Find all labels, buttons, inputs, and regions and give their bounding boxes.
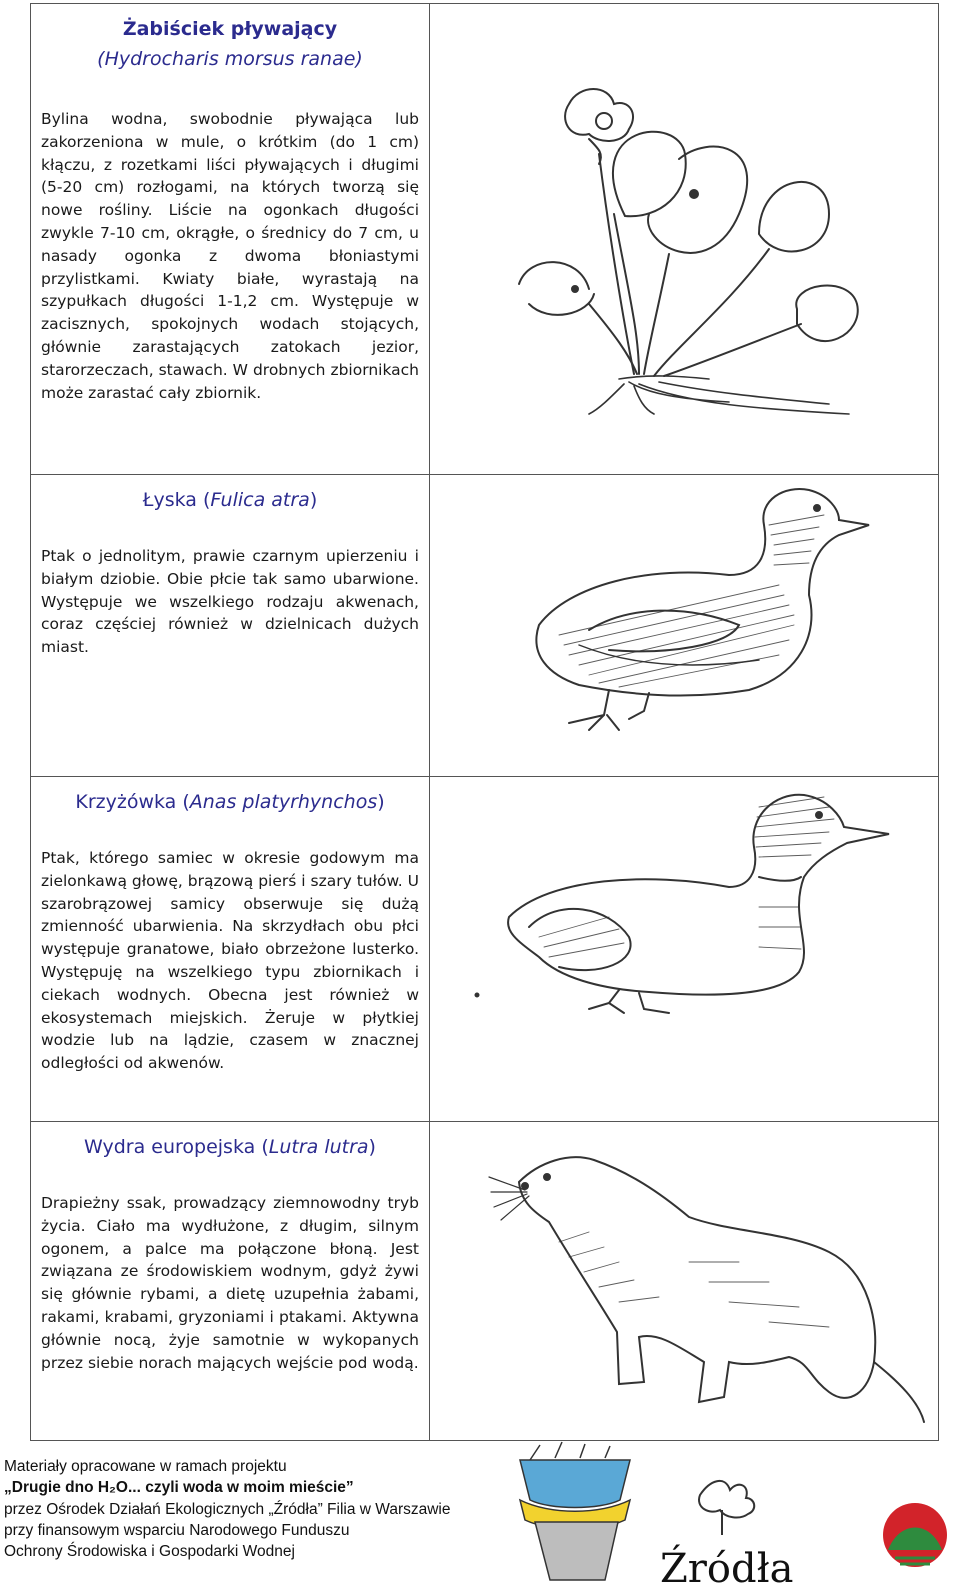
- species-latin-name: Fulica atra: [210, 489, 310, 511]
- footer-logos: [510, 1440, 960, 1589]
- species-table: [30, 3, 939, 1441]
- zrodla-text: Źródła: [660, 1546, 794, 1589]
- footer-line: przy finansowym wsparciu Narodowego Funduszu: [4, 1521, 350, 1539]
- species-title: Łyska (Fulica atra): [142, 489, 318, 511]
- species-description: Bylina wodna, swobodnie pływająca lub zakorzeniona w mule, o krótkim (do 1 cm) kłączu, z rozetkami liści pływających i długimi (5-20 cm) rozłogami, na których tworzą się nowe rośliny. Liście na ogonkach długości zwykle 7-10 cm, okrągłe, o średnicy do 7 cm, u nasady ogonka z dwoma błoniastymi przylistkami. Kwiaty białe, wyrastają na szypułkach długości 1-1,2 cm. Występuje w zacisznych, spokojnych wodach stojących, głównie zarastających zatokach jezior, starorzeczach, stawach. W drobnych zbiornikach może zarastać cały zbiornik.: [41, 110, 419, 402]
- species-common-name: Łyska: [142, 489, 197, 511]
- species-description: Ptak o jednolitym, prawie czarnym upierzeniu i białym dziobie. Obie płcie tak samo ubarwione. Występuje we wszelkiego rodzaju akwenach, coraz częściej również w dzielnicach dużych miast.: [41, 547, 419, 657]
- species-text-cell: [31, 777, 429, 1075]
- species-title: Krzyżówka (Anas platyrhynchos): [75, 791, 385, 813]
- coot-drawing: [429, 475, 938, 776]
- species-common-name: Wydra europejska: [84, 1136, 256, 1158]
- species-row-mallard: [30, 776, 939, 1121]
- species-common-name: Żabiściek pływający: [122, 18, 338, 40]
- otter-drawing: [429, 1122, 938, 1440]
- footer-line: Materiały opracowane w ramach projektu: [4, 1458, 287, 1475]
- species-latin-name: (Hydrocharis morsus ranae): [97, 48, 363, 70]
- species-description: Drapieżny ssak, prowadzący ziemnowodny tryb życia. Ciało ma wydłużone, z długim, silnym ogonem, a palce ma połączone błoną. Jest związana ze środowiskiem wodnym, gdyż żywi się głównie rybami, a dietę uzupełnia żabami, rakami, krabami, gryzoniami i ptakami. Aktywna głównie nocą, żyje samotnie w wykopanych przez siebie norach mających wejście pod wodą.: [41, 1194, 419, 1372]
- footer-project-title: „Drugie dno H₂O... czyli woda w moim mieście”: [4, 1479, 354, 1497]
- species-row-coot: [30, 474, 939, 776]
- species-text-cell: [31, 475, 429, 659]
- species-latin-name: Anas platyrhynchos: [189, 791, 378, 813]
- mallard-drawing: [429, 777, 938, 1121]
- footer-line: Ochrony Środowiska i Gospodarki Wodnej: [4, 1543, 295, 1561]
- frogbit-plant-drawing: [429, 4, 938, 474]
- nfos-logo: [510, 1440, 960, 1589]
- species-text-cell: [31, 4, 429, 404]
- species-row-frogbit: [30, 3, 939, 474]
- species-row-otter: [30, 1121, 939, 1441]
- species-common-name: Krzyżówka: [75, 791, 177, 813]
- species-description: Ptak, którego samiec w okresie godowym ma zielonkawą głowę, brązową pierś i szary tułów. U szarobrązowej samicy obserwuje się dużą zmienność ubarwienia. Na skrzydłach obu płci występuje granatowe, biało obrzeżone lusterko. Występuję na wszelkiego typu zbiornikach i ciekach wodnych. Obecna jest również w ekosystemach miejskich. Żeruje w płytkiej wodzie lub na lądzie, czasem w znacznej odległości od akwenów.: [41, 849, 419, 1073]
- species-title: [41, 14, 419, 74]
- species-latin-name: Lutra lutra: [268, 1136, 369, 1158]
- footer-credits: [4, 1456, 504, 1562]
- species-text-cell: [31, 1122, 429, 1374]
- footer-line: przez Ośrodek Działań Ekologicznych „Źródła” Filia w Warszawie: [4, 1500, 451, 1518]
- species-title: Wydra europejska (Lutra lutra): [84, 1136, 376, 1158]
